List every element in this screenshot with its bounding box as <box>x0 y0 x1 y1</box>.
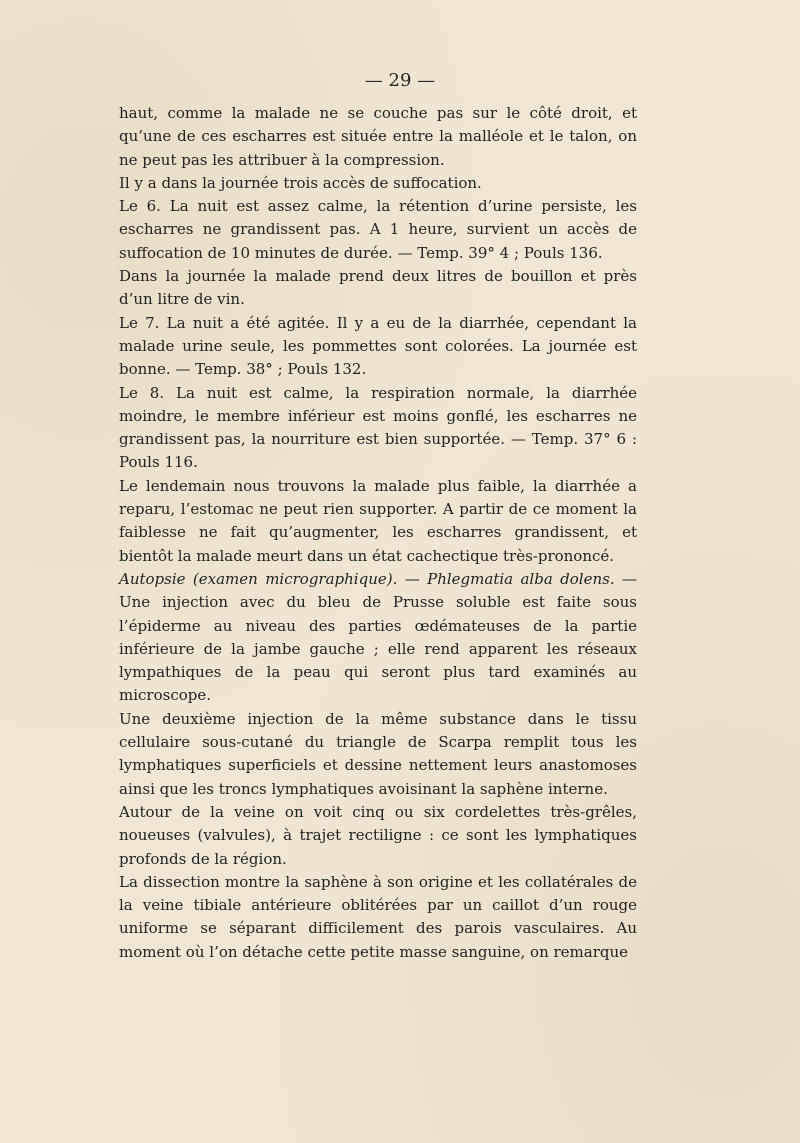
body-text <box>119 102 637 964</box>
paragraph: Le 6. La nuit est assez calme, la rétention d’urine persiste, les escharres ne grandissent pas. A 1 heure, survient un accès de suffocation de 10 minutes de durée. — Temp. 39° 4 ; Pouls 136. <box>119 197 637 262</box>
paragraph: Dans la journée la malade prend deux litres de bouillon et près d’un litre de vin. <box>119 267 637 309</box>
paragraph: Une deuxième injection de la même substance dans le tissu cellulaire sous-cutané du triangle de Scarpa remplit tous les lymphatiques superficiels et dessine nettement leurs anastomoses ainsi que les troncs lymphatiques avoisinant la saphène interne. <box>119 709 637 798</box>
paragraph: Autour de la veine on voit cinq ou six cordelettes très-grêles, noueuses (valvules), à trajet rectiligne : ce sont les lymphatiques profonds de la région. <box>119 802 637 868</box>
paragraph: La dissection montre la saphène à son origine et les collatérales de la veine tibiale antérieure oblitérées par un caillot d’un rouge uniforme se séparant difficilement des parois vasculaires. Au moment où l’on détache cette petite masse sanguine, on remarque <box>119 872 637 961</box>
paragraph: Le lendemain nous trouvons la malade plus faible, la diarrhée a reparu, l’estomac ne peut rien supporter. A partir de ce moment la faiblesse ne fait qu’augmenter, les escharres grandissent, et bientôt la malade meurt dans un état cachectique très-prononcé. <box>119 476 637 565</box>
page-number: — 29 — <box>364 70 436 91</box>
paragraph: Le 8. La nuit est calme, la respiration normale, la diarrhée moindre, le membre inférieur est moins gonflé, les escharres ne grandissent pas, la nourriture est bien supportée. — Temp. 37° 6 : Pouls 116. <box>119 383 637 472</box>
paragraph: haut, comme la malade ne se couche pas sur le côté droit, et qu’une de ces escharres est située entre la malléole et le talon, on ne peut pas les attribuer à la compression. <box>119 104 637 169</box>
paragraph: Il y a dans la journée trois accès de suffocation. <box>119 173 482 192</box>
autopsy-heading: Autopsie (examen micrographique). — Phlegmatia alba dolens. <box>119 569 615 588</box>
autopsy-text: — Une injection avec du bleu de Prusse soluble est faite sous l’épiderme au niveau des parties œdémateuses de la partie inférieure de la jambe gauche ; elle rend apparent les réseaux lympathiques de la peau qui seront plus tard examinés au microscope. <box>119 569 637 705</box>
paragraph: Le 7. La nuit a été agitée. Il y a eu de la diarrhée, cependant la malade urine seule, les pommettes sont colorées. La journée est bonne. — Temp. 38° ; Pouls 132. <box>119 313 637 379</box>
autopsy-paragraph <box>119 568 637 708</box>
